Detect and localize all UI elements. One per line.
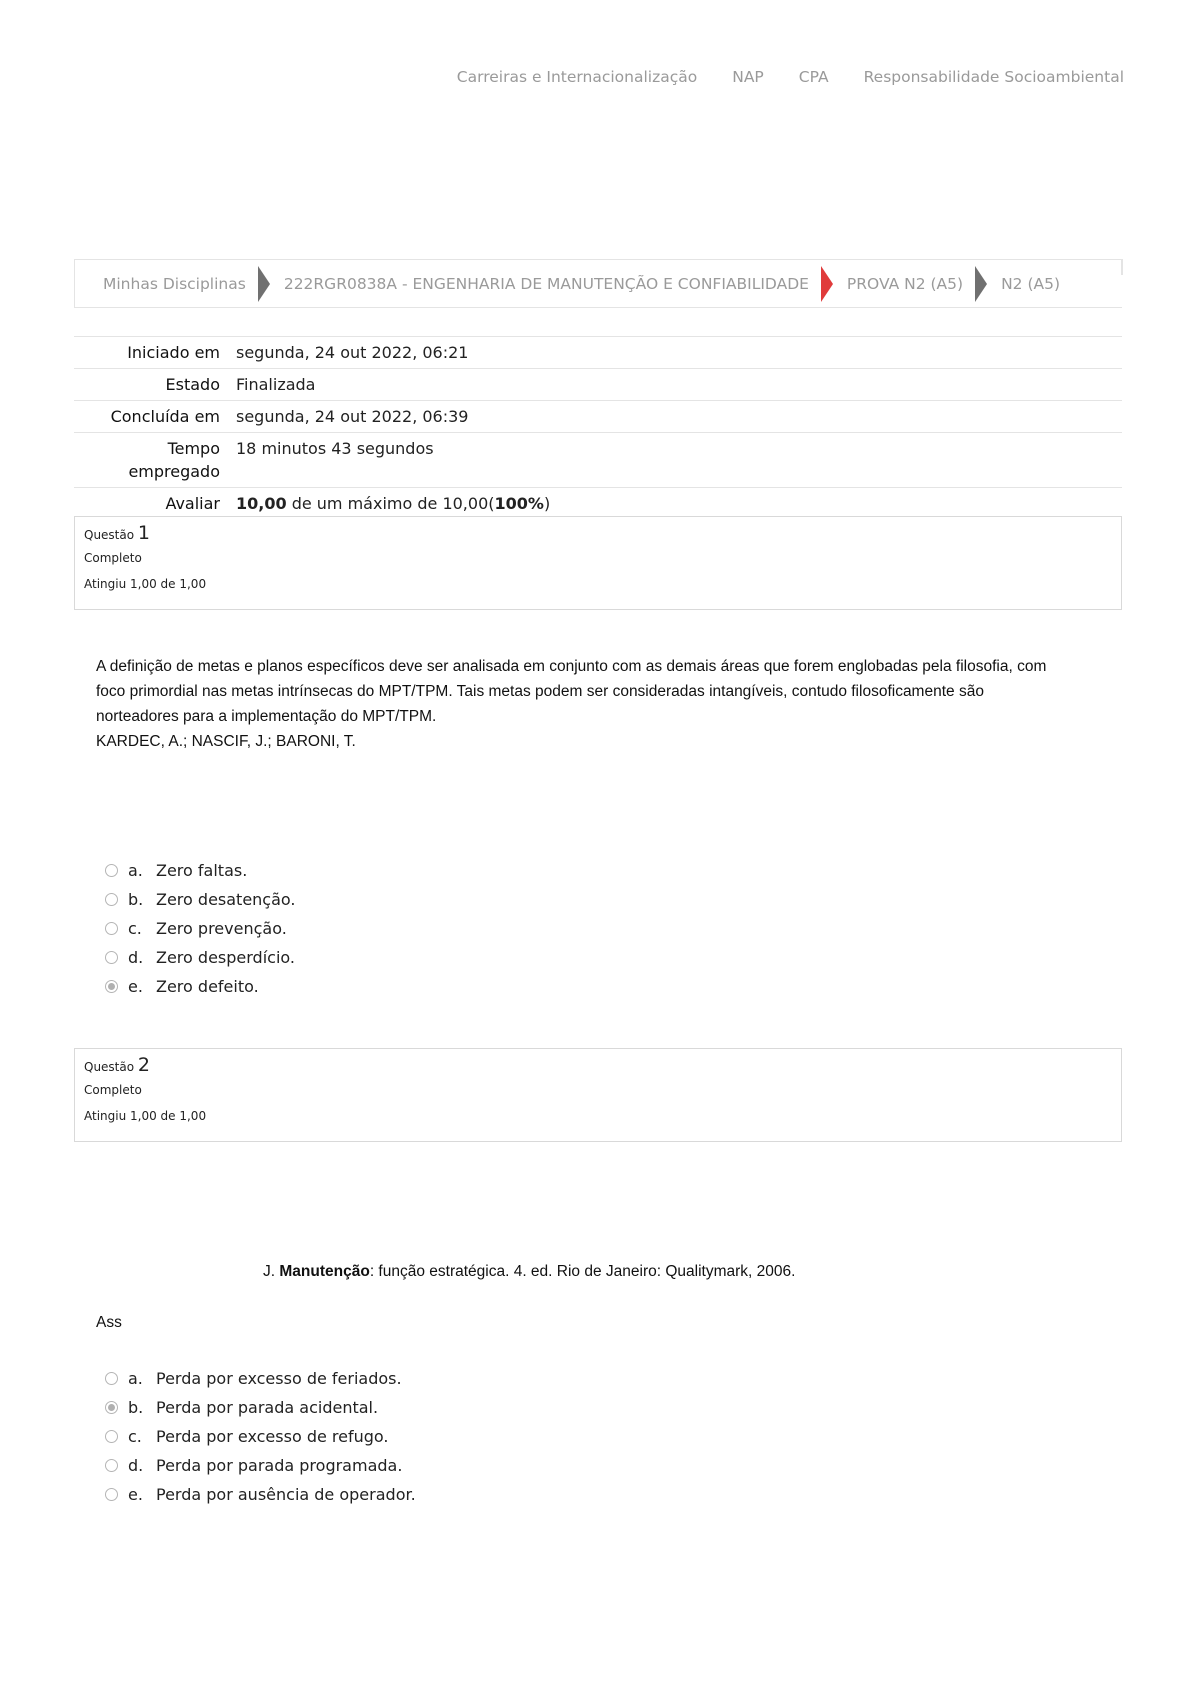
- answer-option-c[interactable]: [105, 1422, 416, 1451]
- answer-list-1: [105, 856, 296, 1001]
- answer-letter: d.: [128, 1456, 144, 1475]
- question-mark: Atingiu 1,00 de 1,00: [84, 577, 207, 591]
- answer-option-b[interactable]: [105, 885, 296, 914]
- answer-text: Perda por ausência de operador.: [156, 1485, 416, 1504]
- breadcrumb-separator-icon: [821, 266, 833, 302]
- question-reference-2: [263, 1259, 1063, 1284]
- question-text-line: norteadores para a implementação do MPT/TPM.: [96, 708, 437, 725]
- question-info-2: [74, 1048, 1122, 1142]
- breadcrumb-separator-icon: [975, 266, 987, 302]
- state-value: Finalizada: [236, 375, 316, 394]
- top-navigation: [457, 68, 1124, 86]
- state-label: Estado: [165, 375, 220, 394]
- question-text-line: A definição de metas e planos específicos deve ser analisada em conjunto com as demais áreas que forem englobadas pela filosofia, com: [96, 658, 1047, 675]
- summary-row-grade: [74, 488, 1122, 520]
- answer-text: Perda por parada programada.: [156, 1456, 403, 1475]
- answer-option-c[interactable]: [105, 914, 296, 943]
- answer-letter: a.: [128, 861, 143, 880]
- question-status: Completo: [84, 1083, 142, 1097]
- breadcrumb-item-exam[interactable]: PROVA N2 (A5): [846, 274, 964, 293]
- question-text-1: [96, 654, 1096, 754]
- radio-checked-icon[interactable]: [105, 1401, 118, 1414]
- radio-checked-icon[interactable]: [105, 980, 118, 993]
- radio-icon[interactable]: [105, 1372, 118, 1385]
- started-value: segunda, 24 out 2022, 06:21: [236, 343, 469, 362]
- grade-value: [236, 488, 1122, 520]
- grade-score: 10,00: [236, 494, 287, 513]
- answer-text: Perda por excesso de refugo.: [156, 1427, 389, 1446]
- radio-icon[interactable]: [105, 1430, 118, 1443]
- radio-icon[interactable]: [105, 1488, 118, 1501]
- answer-letter: b.: [128, 890, 144, 909]
- completed-label: Concluída em: [110, 407, 220, 426]
- breadcrumb: [74, 259, 1122, 308]
- question-num: 2: [137, 1054, 151, 1076]
- answer-list-2: [105, 1364, 416, 1509]
- breadcrumb-item-disciplinas[interactable]: Minhas Disciplinas: [103, 274, 246, 293]
- radio-icon[interactable]: [105, 1459, 118, 1472]
- attempt-summary-table: [74, 336, 1122, 519]
- question-info-1: [74, 516, 1122, 610]
- question-status: Completo: [84, 551, 142, 565]
- radio-icon[interactable]: [105, 864, 118, 877]
- radio-icon[interactable]: [105, 922, 118, 935]
- answer-letter: d.: [128, 948, 144, 967]
- answer-text: Zero defeito.: [156, 977, 259, 996]
- answer-option-b[interactable]: [105, 1393, 416, 1422]
- answer-text: Perda por excesso de feriados.: [156, 1369, 402, 1388]
- breadcrumb-edge: [1121, 259, 1123, 275]
- nav-link-cpa[interactable]: CPA: [798, 68, 829, 86]
- answer-letter: e.: [128, 977, 143, 996]
- answer-letter: a.: [128, 1369, 143, 1388]
- nav-link-responsabilidade[interactable]: Responsabilidade Socioambiental: [863, 68, 1124, 86]
- question-label: Questão: [84, 1060, 135, 1074]
- breadcrumb-item-course[interactable]: 222RGR0838A - ENGENHARIA DE MANUTENÇÃO E CONFIABILIDADE: [283, 274, 809, 293]
- answer-text: Zero desatenção.: [156, 890, 296, 909]
- answer-letter: e.: [128, 1485, 143, 1504]
- reference-prefix: J.: [263, 1263, 280, 1280]
- question-number: [84, 523, 1112, 545]
- answer-text: Perda por parada acidental.: [156, 1398, 379, 1417]
- completed-value: segunda, 24 out 2022, 06:39: [236, 407, 469, 426]
- answer-letter: c.: [128, 1427, 142, 1446]
- nav-link-nap[interactable]: NAP: [732, 68, 764, 86]
- question-label: Questão: [84, 528, 135, 542]
- reference-title: Manutenção: [279, 1263, 370, 1280]
- summary-row-state: [74, 369, 1122, 401]
- answer-option-a[interactable]: [105, 856, 296, 885]
- started-label: Iniciado em: [127, 343, 220, 362]
- breadcrumb-separator-icon: [258, 266, 270, 302]
- answer-text: Zero faltas.: [156, 861, 248, 880]
- summary-row-time: [74, 433, 1122, 488]
- summary-row-started: [74, 337, 1122, 369]
- reference-rest: : função estratégica. 4. ed. Rio de Janeiro: Qualitymark, 2006.: [369, 1263, 796, 1280]
- answer-option-a[interactable]: [105, 1364, 416, 1393]
- question-text-line: foco primordial nas metas intrínsecas do MPT/TPM. Tais metas podem ser consideradas intangíveis, contudo filosoficamente são: [96, 683, 984, 700]
- question-mark: Atingiu 1,00 de 1,00: [84, 1109, 207, 1123]
- answer-text: Zero prevenção.: [156, 919, 287, 938]
- grade-percent: 100%: [494, 494, 544, 513]
- answer-option-d[interactable]: [105, 1451, 416, 1480]
- answer-letter: c.: [128, 919, 142, 938]
- question-number: [84, 1055, 1112, 1077]
- grade-label: Avaliar: [165, 494, 220, 513]
- question-text-line: KARDEC, A.; NASCIF, J.; BARONI, T.: [96, 733, 356, 750]
- time-label: Tempo empregado: [128, 439, 220, 481]
- answer-text: Zero desperdício.: [156, 948, 295, 967]
- answer-letter: b.: [128, 1398, 144, 1417]
- grade-text: de um máximo de 10,00(: [286, 494, 495, 513]
- grade-close: ): [543, 494, 551, 513]
- breadcrumb-item-current[interactable]: N2 (A5): [1001, 274, 1061, 293]
- time-value: 18 minutos 43 segundos: [236, 439, 434, 458]
- answer-option-e[interactable]: [105, 972, 296, 1001]
- radio-icon[interactable]: [105, 893, 118, 906]
- question-num: 1: [137, 522, 151, 544]
- answer-option-d[interactable]: [105, 943, 296, 972]
- summary-row-completed: [74, 401, 1122, 433]
- answer-option-e[interactable]: [105, 1480, 416, 1509]
- nav-link-carreiras[interactable]: Carreiras e Internacionalização: [456, 68, 698, 86]
- question-text-fragment-2: Ass: [96, 1314, 122, 1331]
- radio-icon[interactable]: [105, 951, 118, 964]
